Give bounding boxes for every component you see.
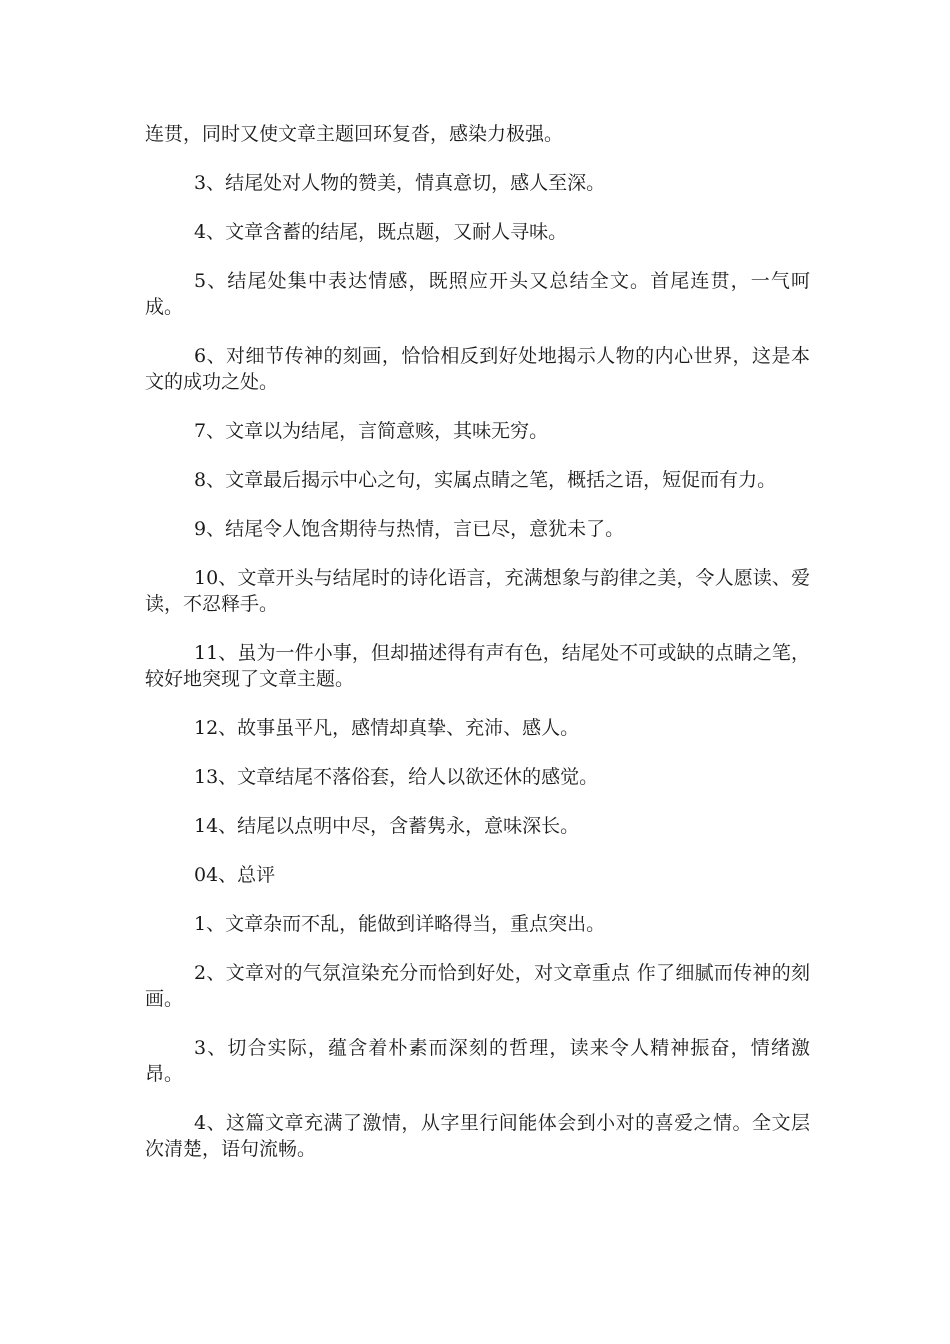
review-item-1: 1、文章杂而不乱，能做到详略得当，重点突出。: [194, 913, 606, 935]
paragraph-item-7: 7、文章以为结尾，言简意赅，其味无穷。: [194, 420, 549, 442]
paragraph-item-6: 6、对细节传神的刻画，恰恰相反到好处地揭示人物的内心世界，这是本文的成功之处。: [145, 345, 810, 393]
paragraph-continuation: 连贯，同时又使文章主题回环复沓，感染力极强。: [145, 123, 564, 145]
paragraph-item-4: 4、文章含蓄的结尾，既点题，又耐人寻味。: [194, 221, 568, 243]
paragraph-item-12: 12、故事虽平凡，感情却真挚、充沛、感人。: [194, 717, 580, 739]
paragraph-item-10: 10、文章开头与结尾时的诗化语言，充满想象与韵律之美，令人愿读、爱读，不忍释手。: [145, 567, 810, 615]
review-item-2: 2、文章对的气氛渲染充分而恰到好处，对文章重点 作了细腻而传神的刻画。: [145, 962, 810, 1010]
paragraph-item-9: 9、结尾令人饱含期待与热情，言已尽，意犹未了。: [194, 518, 625, 540]
paragraph-item-8: 8、文章最后揭示中心之句，实属点睛之笔，概括之语，短促而有力。: [194, 469, 777, 491]
document-body: [145, 121, 810, 1185]
section-heading-general-review: 04、总评: [194, 864, 276, 886]
paragraph-item-14: 14、结尾以点明中尽，含蓄隽永，意味深长。: [194, 815, 580, 837]
review-item-3: 3、切合实际，蕴含着朴素而深刻的哲理，读来令人精神振奋，情绪激昂。: [145, 1037, 810, 1085]
paragraph-item-11: 11、虽为一件小事，但却描述得有声有色，结尾处不可或缺的点睛之笔，较好地突现了文章主题。: [145, 642, 810, 690]
paragraph-item-5: 5、结尾处集中表达情感，既照应开头又总结全文。首尾连贯，一气呵成。: [145, 270, 810, 318]
paragraph-item-13: 13、文章结尾不落俗套，给人以欲还休的感觉。: [194, 766, 599, 788]
review-item-4: 4、这篇文章充满了激情，从字里行间能体会到小对的喜爱之情。全文层次清楚，语句流畅。: [145, 1112, 810, 1160]
paragraph-item-3: 3、结尾处对人物的赞美，情真意切，感人至深。: [194, 172, 606, 194]
